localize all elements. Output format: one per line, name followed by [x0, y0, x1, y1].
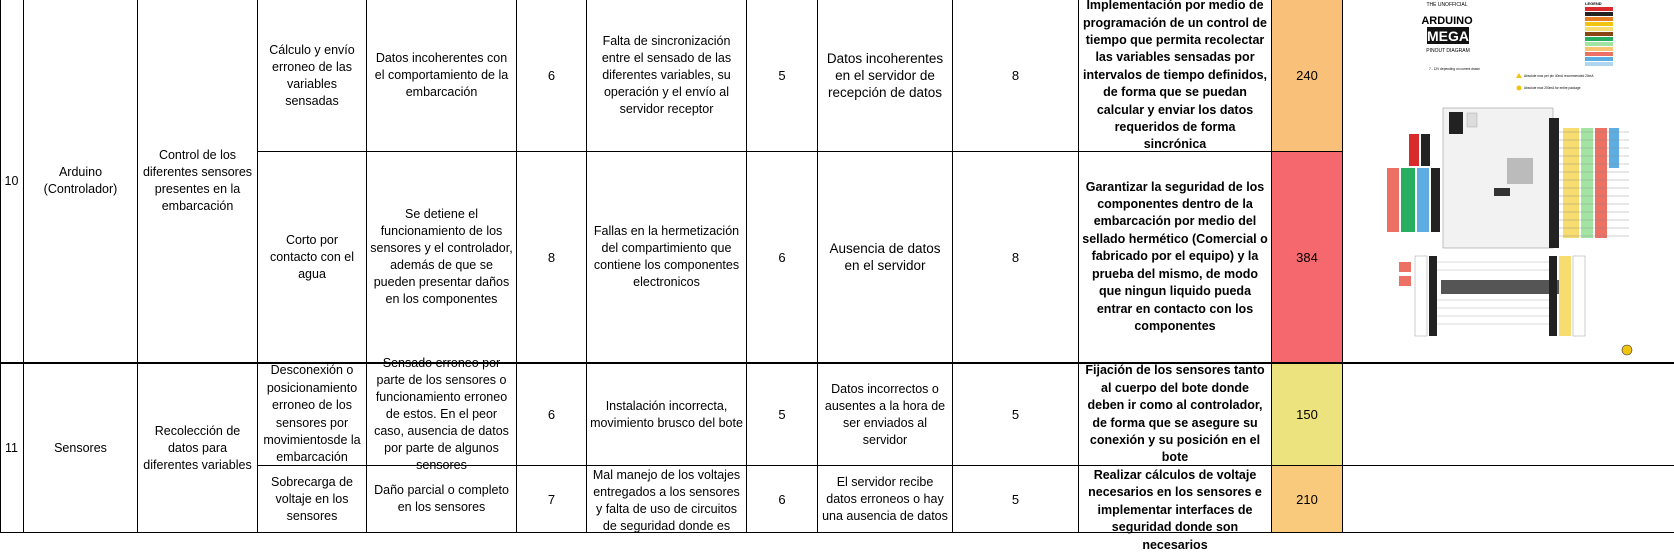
action-cell: Realizar cálculos de voltaje necesarios en los sensores e implementar interfaces de seguridad donde son necesarios: [1079, 466, 1272, 533]
detection-cell: 8: [953, 0, 1079, 152]
empty-cell: [1343, 466, 1674, 533]
detection-control-cell: Datos incorrectos o ausentes a la hora de ser enviados al servidor: [818, 364, 953, 466]
function-cell: Control de los diferentes sensores presentes en la embarcación: [138, 0, 258, 364]
function-cell: Recolección de datos para diferentes variables: [138, 364, 258, 533]
right-pin-block: [1549, 118, 1619, 248]
left-pin-block: [1387, 134, 1440, 232]
severity-cell: 7: [517, 466, 587, 533]
rpn-cell: 384: [1272, 152, 1343, 364]
occurrence-cell: 5: [747, 364, 818, 466]
occurrence-cell: 6: [747, 466, 818, 533]
effect-cell: Se detiene el funcionamiento de los sensores y el controlador, además de que se pueden presentar daños en los componentes: [367, 152, 517, 364]
cause-cell: Falta de sincronización entre el sensado de las diferentes variables, su operación y el envío al servidor receptor: [587, 0, 747, 152]
severity-cell: 8: [517, 152, 587, 364]
severity-cell: 6: [517, 364, 587, 466]
rpn-cell: 240: [1272, 0, 1343, 152]
detection-cell: 8: [953, 152, 1079, 364]
severity-cell: 6: [517, 0, 587, 152]
cause-cell: Mal manejo de los voltajes entregados a los sensores y falta de uso de circuitos de seguridad donde es: [587, 466, 747, 533]
diagram-model: MEGA: [1427, 28, 1469, 44]
failure-mode-cell: Sobrecarga de voltaje en los sensores: [258, 466, 367, 533]
item-cell: Arduino (Controlador): [24, 0, 138, 364]
detection-cell: 5: [953, 364, 1079, 466]
failure-mode-cell: Corto por contacto con el agua: [258, 152, 367, 364]
action-cell: Garantizar la seguridad de los componentes dentro de la embarcación por medio del sellado hermético (Comercial o fabricado por el equipo) y la prueba del mismo, de modo que ningun liquido pueda entrar en contacto con los componentes: [1079, 152, 1272, 364]
effect-cell: Daño parcial o completo en los sensores: [367, 466, 517, 533]
detection-control-cell: El servidor recibe datos erroneos o hay una ausencia de datos: [818, 466, 953, 533]
diagram-subtitle: PINOUT DIAGRAM: [1426, 48, 1470, 54]
row-id: 10: [0, 0, 24, 364]
row-id: 11: [0, 364, 24, 533]
effect-cell: Sensado erroneo por parte de los sensores o funcionamiento erroneo de estos. En el peor caso, ausencia de datos por parte de algunos sensores: [367, 364, 517, 466]
rpn-cell: 210: [1272, 466, 1343, 533]
detection-control-cell: Datos incoherentes en el servidor de recepción de datos: [818, 0, 953, 152]
effect-cell: Datos incoherentes con el comportamiento de la embarcación: [367, 0, 517, 152]
empty-cell: [1343, 364, 1674, 466]
action-cell: Implementación por medio de programación de un control de tiempo que permita recolectar las variables sensadas por intervalos de tiempo definidos, de forma que se puedan calcular y enviar los datos requeridos de forma sincrónica: [1079, 0, 1272, 152]
cause-cell: Instalación incorrecta, movimiento brusco del bote: [587, 364, 747, 466]
failure-mode-cell: Cálculo y envío erroneo de las variables sensadas: [258, 0, 367, 152]
power-label: 7 - 12V depending on current drawn: [1429, 67, 1480, 71]
item-cell: Sensores: [24, 364, 138, 533]
mascot-icon: [1622, 345, 1632, 355]
detection-cell: 5: [953, 466, 1079, 533]
note-1: Absolute max per pin 40mA recommended 20mA: [1524, 74, 1594, 78]
diagram-top-label: THE UNOFFICIAL: [1426, 2, 1468, 8]
occurrence-cell: 6: [747, 152, 818, 364]
occurrence-cell: 5: [747, 0, 818, 152]
failure-mode-cell: Desconexión o posicionamiento erroneo de los sensores por movimientosde la embarcación: [258, 364, 367, 466]
arduino-mega-pinout-diagram: [1379, 0, 1641, 362]
legend-title: LEGEND: [1585, 1, 1602, 6]
legend: [1585, 7, 1613, 66]
cause-cell: Fallas en la hermetización del compartimiento que contiene los componentes electronicos: [587, 152, 747, 364]
rpn-cell: 150: [1272, 364, 1343, 466]
action-cell: Fijación de los sensores tanto al cuerpo del bote donde deben ir como al controlador, de forma que se asegure su conexión y su posición en el bote: [1079, 364, 1272, 466]
diagram-brand: ARDUINO: [1421, 15, 1473, 27]
note-2: Absolute max 200mA for entire package: [1524, 86, 1581, 90]
detection-control-cell: Ausencia de datos en el servidor: [818, 152, 953, 364]
